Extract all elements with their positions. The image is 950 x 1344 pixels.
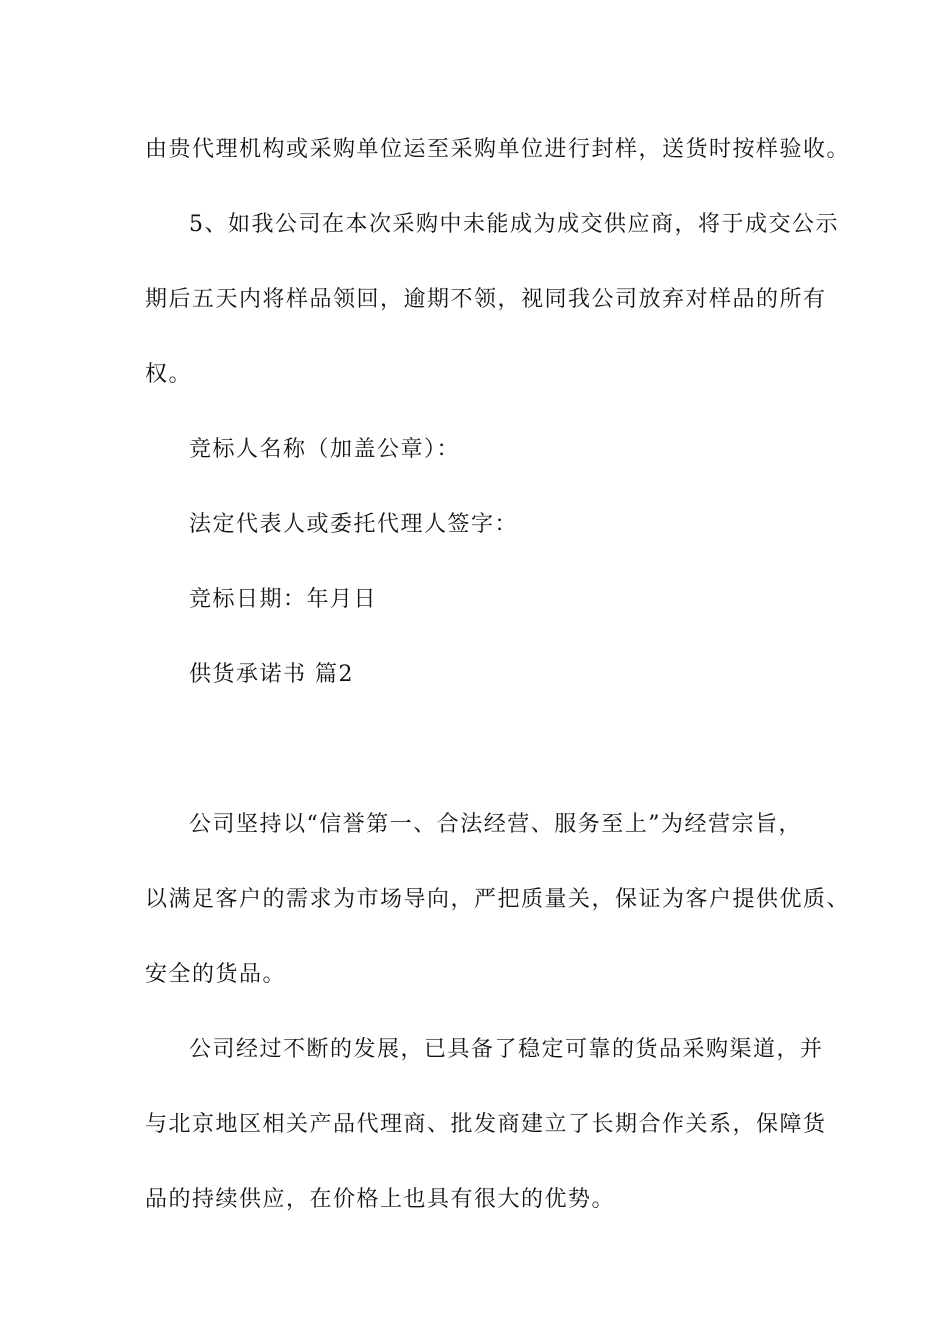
section-heading: 供货承诺书 篇2 (189, 662, 354, 687)
paragraph-line: 与北京地区相关产品代理商、批发商建立了长期合作关系，保障货 (145, 1112, 827, 1137)
paragraph-line: 安全的货品。 (145, 962, 287, 987)
paragraph-line: 5、如我公司在本次采购中未能成为成交供应商，将于成交公示 (189, 212, 839, 237)
paragraph-line: 公司坚持以“信誉第一、合法经营、服务至上”为经营宗旨， (189, 812, 802, 837)
signature-line: 法定代表人或委托代理人签字： (189, 512, 519, 537)
paragraph-line: 品的持续供应，在价格上也具有很大的优势。 (145, 1187, 616, 1212)
paragraph-line: 以满足客户的需求为市场导向，严把质量关，保证为客户提供优质、 (145, 887, 851, 912)
paragraph-line: 期后五天内将样品领回，逾期不领，视同我公司放弃对样品的所有 (145, 287, 827, 312)
bid-date-line: 竞标日期：年月日 (189, 587, 378, 612)
paragraph-line: 公司经过不断的发展，已具备了稳定可靠的货品采购渠道，并 (189, 1037, 824, 1062)
paragraph-line: 权。 (145, 362, 193, 387)
bidder-name-line: 竞标人名称（加盖公章）： (189, 437, 461, 462)
paragraph-line: 由贵代理机构或采购单位运至采购单位进行封样，送货时按样验收。 (145, 137, 851, 162)
